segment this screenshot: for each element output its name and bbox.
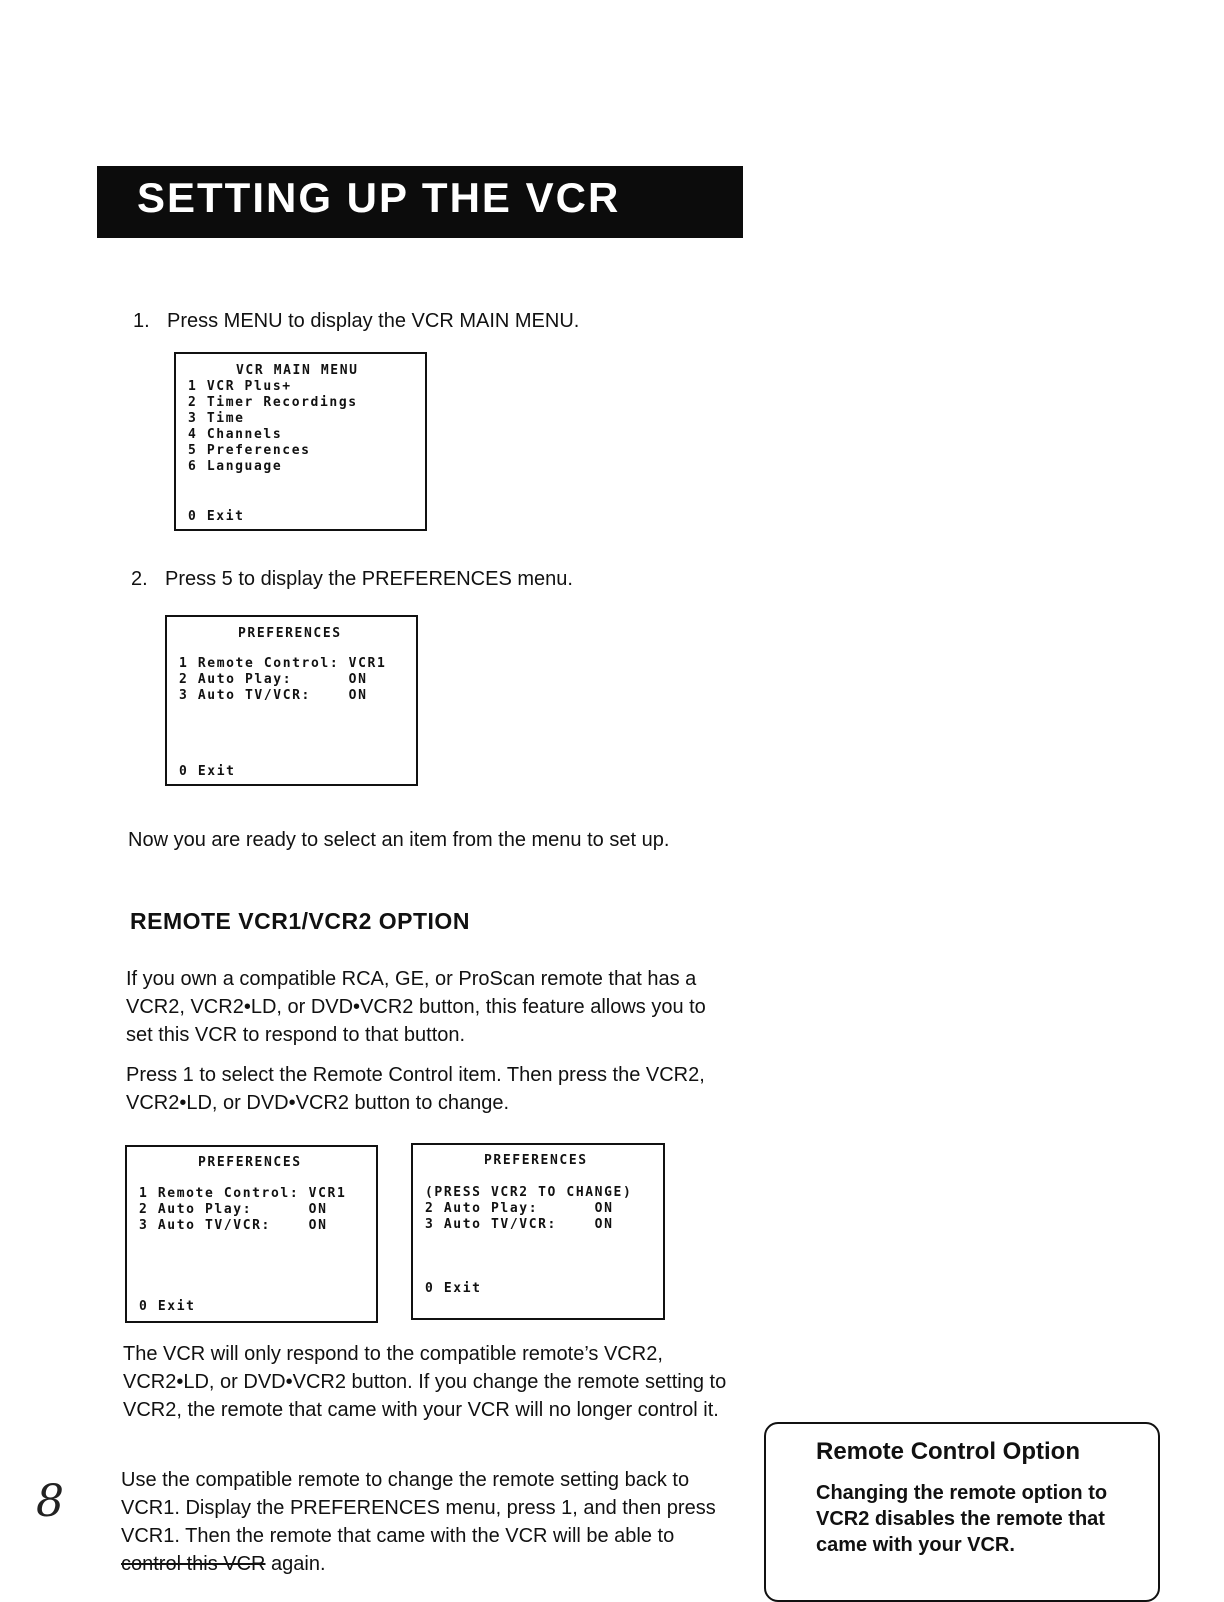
menu-item-press-vcr2-to-change: (PRESS VCR2 TO CHANGE) [425,1185,633,1200]
step-1 [133,309,579,333]
screen-exit: 0 Exit [179,764,236,779]
screen-exit: 0 Exit [139,1299,196,1314]
step-2 [131,567,573,591]
step-1-number: 1. [133,310,150,332]
vcr-main-menu-screen [174,352,427,531]
screen-title: PREFERENCES [238,626,342,641]
page-title: SETTING UP THE VCR [137,174,621,221]
restore-remote-paragraph [121,1466,736,1578]
menu-item-auto-tv-vcr: 3 Auto TV/VCR: ON [179,688,368,703]
menu-item-time: 3 Time [188,411,245,426]
screen-exit: 0 Exit [425,1281,482,1296]
preferences-screen-before [125,1145,378,1323]
preferences-screen [165,615,418,786]
step-2-number: 2. [131,568,148,590]
screen-title: PREFERENCES [198,1155,302,1170]
menu-item-auto-tv-vcr: 3 Auto TV/VCR: ON [139,1218,328,1233]
menu-item-preferences: 5 Preferences [188,443,311,458]
header-bar [97,166,743,238]
screen-title: PREFERENCES [484,1153,588,1168]
menu-item-remote-control: 1 Remote Control: VCR1 [139,1186,347,1201]
remote-option-intro-paragraph: If you own a compatible RCA, GE, or ProScan remote that has a VCR2, VCR2•LD, or DVD•VCR2 button, this feature allows you to set this VCR to respond to that button. [126,968,706,1046]
restore-remote-text: Use the compatible remote to change the remote setting back to VCR1. Display the PREFERENCES menu, press 1, and then press VCR1. Then the remote that came with the VCR will be able to [121,1469,716,1547]
screen-menu-list [179,656,386,704]
menu-item-vcr-plus: 1 VCR Plus+ [188,379,292,394]
remote-option-instructions-paragraph: Press 1 to select the Remote Control item. Then press the VCR2, VCR2•LD, or DVD•VCR2 button to change. [126,1064,705,1114]
remote-response-paragraph: The VCR will only respond to the compatible remote’s VCR2, VCR2•LD, or DVD•VCR2 button. If you change the remote setting to VCR2, the remote that came with your VCR will no longer control it. [123,1343,727,1421]
preferences-screen-after [411,1143,665,1320]
step-2-text: Press 5 to display the PREFERENCES menu. [165,568,573,590]
screen-menu-list [188,379,358,475]
struck-text: control this VCR [121,1553,266,1575]
screen-menu-list [139,1186,346,1234]
menu-item-auto-play: 2 Auto Play: ON [139,1202,328,1217]
menu-item-auto-play: 2 Auto Play: ON [425,1201,614,1216]
sidebar-note [764,1422,1160,1602]
menu-item-language: 6 Language [188,459,283,474]
screen-title: VCR MAIN MENU [236,363,359,378]
menu-item-auto-play: 2 Auto Play: ON [179,672,368,687]
menu-item-channels: 4 Channels [188,427,283,442]
step-1-text: Press MENU to display the VCR MAIN MENU. [167,310,580,332]
menu-item-auto-tv-vcr: 3 Auto TV/VCR: ON [425,1217,614,1232]
screen-exit: 0 Exit [188,509,245,524]
restore-remote-text-end: again. [265,1553,326,1575]
menu-item-timer-recordings: 2 Timer Recordings [188,395,358,410]
ready-text: Now you are ready to select an item from the menu to set up. [128,829,670,851]
sidebar-body: Changing the remote option to VCR2 disables the remote that came with your VCR. [816,1482,1108,1556]
screen-menu-list [425,1185,632,1233]
sidebar-title: Remote Control Option [816,1438,1080,1465]
menu-item-remote-control: 1 Remote Control: VCR1 [179,656,387,671]
section-heading: REMOTE VCR1/VCR2 OPTION [130,908,470,934]
page-number: 8 [36,1476,64,1527]
